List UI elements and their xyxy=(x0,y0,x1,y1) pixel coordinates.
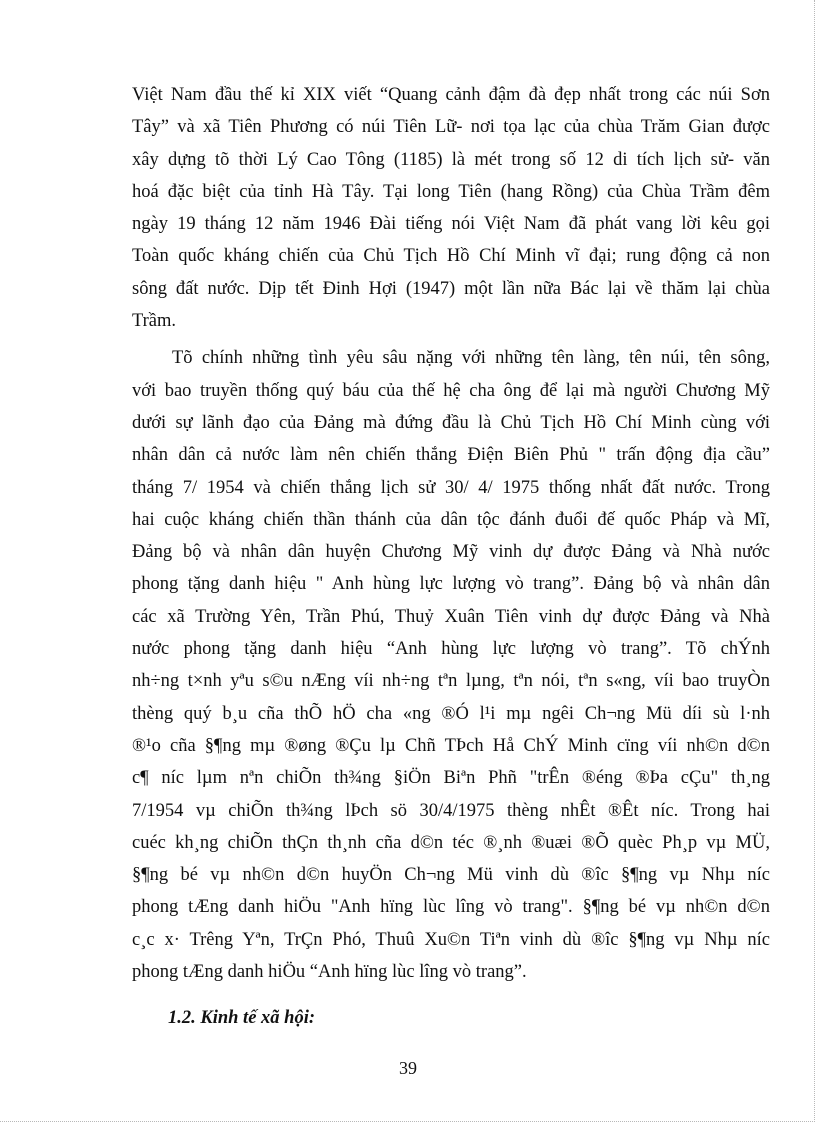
text-line: ®¹o cña §¶ng mµ ®øng ®Çu lµ Chñ TÞch Hå ChÝ Minh cïng víi nh©n d©n xyxy=(132,735,770,756)
text-line: Tõ chính những tình yêu sâu nặng với những tên làng, tên núi, tên sông, xyxy=(172,348,770,369)
page-number: 39 xyxy=(399,1058,417,1078)
text-line: Đảng bộ và nhân dân huyện Chương Mỹ vinh dự được Đảng và Nhà nước xyxy=(132,542,770,563)
text-line: xây dựng tõ thời Lý Cao Tông (1185) là mét trong số 12 di tích lịch sử- văn xyxy=(132,149,770,170)
text-line: hoá đặc biệt của tỉnh Hà Tây. Tại long Tiên (hang Rồng) của Chùa Trầm đêm xyxy=(132,181,770,202)
section-title: Kinh tế xã hội: xyxy=(200,1008,315,1029)
document-body xyxy=(132,79,770,1034)
text-line: tháng 7/ 1954 và chiến thắng lịch sử 30/ 4/ 1975 thống nhất đất nước. Trong xyxy=(132,477,770,498)
text-line: Trầm. xyxy=(132,311,177,332)
paragraph-1 xyxy=(132,79,770,337)
text-line: phong tặng danh hiệu " Anh hùng lực lượng vò trang”. Đảng bộ và nhân dân xyxy=(132,574,770,595)
text-line: hai cuộc kháng chiến thần thánh của dân tộc đánh đuổi đế quốc Pháp và Mĩ, xyxy=(132,509,770,530)
text-line: các xã Trường Yên, Trần Phú, Thuỷ Xuân Tiên vinh dự được Đảng và Nhà xyxy=(132,606,770,627)
section-number: 1.2. xyxy=(168,1008,196,1029)
text-line: phong tÆng danh hiÖu “Anh hïng lùc lîng vò trang”. xyxy=(132,962,527,983)
paragraph-2 xyxy=(132,342,770,988)
text-line: thèng quý b¸u cña thÕ hÖ cha «ng ®Ó l¹i mµ ngêi Ch¬ng Mü díi sù l·nh xyxy=(132,703,770,724)
text-line: ngày 19 tháng 12 năm 1946 Đài tiếng nói Việt Nam đã phát vang lời kêu gọi xyxy=(132,214,770,235)
text-line: phong tÆng danh hiÖu "Anh hïng lùc lîng vò trang". §¶ng bé vµ nh©n d©n xyxy=(132,897,770,918)
text-line: nh÷ng t×nh yªu s©u nÆng víi nh÷ng tªn lµng, tªn nói, tªn s«ng, víi bao truyÒn xyxy=(132,671,770,692)
text-line: c¶ níc lµm nªn chiÕn th¾ng §iÖn Biªn Phñ "trÊn ®éng ®Þa cÇu" th¸ng xyxy=(132,768,770,789)
text-line: sông đất nước. Dịp tết Đinh Hợi (1947) một lần nữa Bác lại về thăm lại chùa xyxy=(132,278,770,299)
text-line: nước phong tặng danh hiệu “Anh hùng lực lượng vò trang”. Tõ chÝnh xyxy=(132,639,770,660)
text-line: c¸c x· Trêng Yªn, TrÇn Phó, Thuû Xu©n Tiªn vinh dù ®îc §¶ng vµ Nhµ níc xyxy=(132,929,770,950)
text-line: §¶ng bé vµ nh©n d©n huyÖn Ch¬ng Mü vinh dù ®îc §¶ng vµ Nhµ níc xyxy=(132,865,770,886)
section-heading xyxy=(168,1002,770,1034)
text-line: dưới sự lãnh đạo của Đảng mà đứng đầu là Chủ Tịch Hồ Chí Minh cùng với xyxy=(132,412,770,433)
text-line: Tây” và xã Tiên Phương có núi Tiên Lữ- nơi tọa lạc của chùa Trăm Gian được xyxy=(132,117,770,138)
text-line: Việt Nam đầu thế kỉ XIX viết “Quang cảnh đậm đà đẹp nhất trong các núi Sơn xyxy=(132,85,770,105)
text-line: cuéc kh¸ng chiÕn thÇn th¸nh cña d©n téc ®¸nh ®uæi ®Õ quèc Ph¸p vµ MÜ, xyxy=(132,832,770,853)
text-line: 7/1954 vµ chiÕn th¾ng lÞch sö 30/4/1975 thèng nhÊt ®Êt níc. Trong hai xyxy=(132,800,770,821)
text-line: Toàn quốc kháng chiến của Chủ Tịch Hồ Chí Minh vĩ đại; rung động cả non xyxy=(132,246,770,267)
text-line: nhân dân cả nước làm nên chiến thắng Điện Biên Phủ " trấn động địa cầu” xyxy=(132,445,770,466)
text-line: với bao truyền thống quý báu của thế hệ cha ông để lại mà người Chương Mỹ xyxy=(132,380,770,401)
